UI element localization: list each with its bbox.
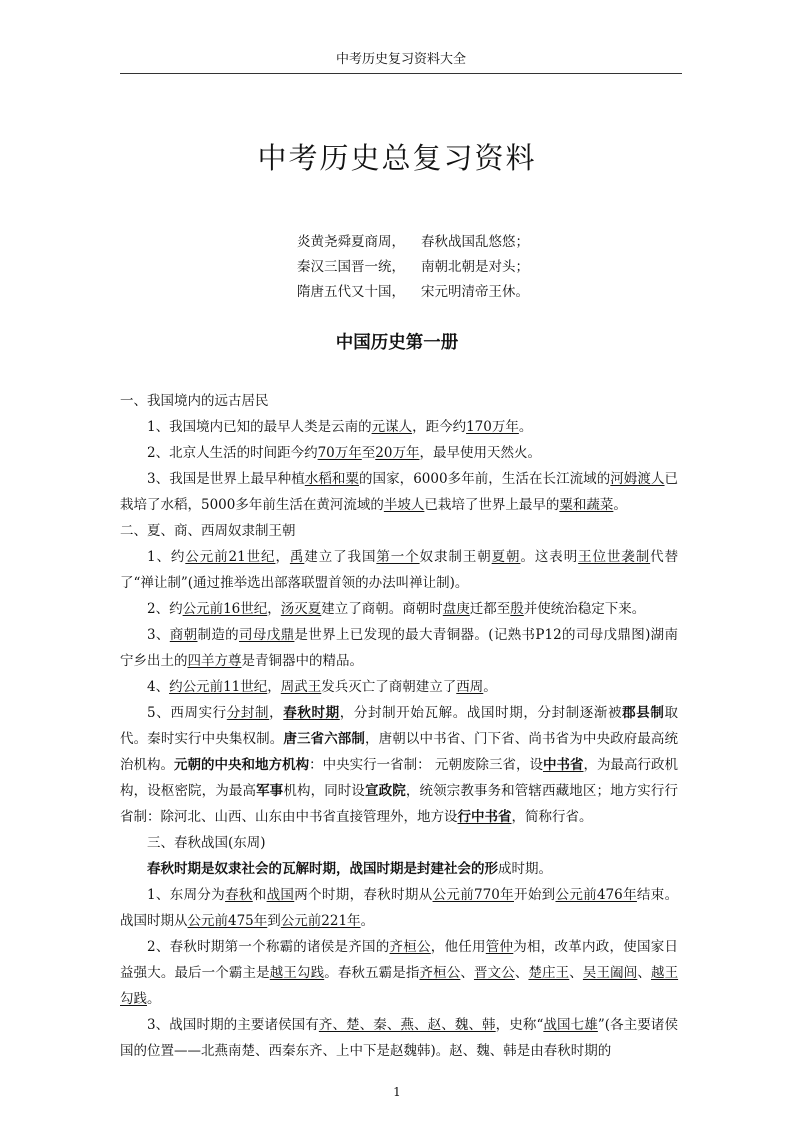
text-run: 。 xyxy=(518,419,533,435)
text-run: 2、北京人生活的时间距今约 xyxy=(147,445,318,461)
underlined-term: 粟和蔬菜 xyxy=(559,497,614,513)
poem-line-second-half: 春秋战国乱悠悠； xyxy=(421,234,529,250)
text-run: 5、西周实行 xyxy=(147,705,227,721)
underlined-term: 禹 xyxy=(289,549,305,565)
text-run: 。这表明 xyxy=(520,549,579,565)
text-run: ，统领宗教事务和管辖西藏地区；地方实行行省制：除河北、山西、山东由中书省直接管理外，地方设 xyxy=(120,783,679,825)
underlined-term: 河姆渡人 xyxy=(610,471,665,487)
underlined-term: 盘庚 xyxy=(442,601,470,617)
text-run: 1、我国境内已知的最早人类是云南的 xyxy=(147,419,372,435)
body-paragraph xyxy=(120,856,678,882)
text-run: 。 xyxy=(613,497,627,513)
underlined-term: 20万年 xyxy=(375,445,420,461)
underlined-term: 齐、楚、秦、燕、赵、魏、韩 xyxy=(318,1017,496,1033)
underlined-term: 殷 xyxy=(510,601,524,617)
text-run: ，为最高行政机构，设枢密院，为最高 xyxy=(120,757,679,799)
bold-term: 元朝的中央和地方机构 xyxy=(174,757,310,773)
underlined-term: 春秋时期 xyxy=(283,705,340,721)
text-run: 三、春秋战国(东周) xyxy=(147,835,266,851)
text-run: 发兵灭亡了商朝建立了 xyxy=(321,679,457,695)
poem-line-second-half: 南朝北朝是对头； xyxy=(421,259,529,275)
body-paragraph xyxy=(120,934,678,1012)
bold-term: 宣政院 xyxy=(365,783,406,799)
text-run: 一、我国境内的远古居民 xyxy=(120,393,269,409)
underlined-term: 行中书省 xyxy=(457,809,512,825)
text-run: ， xyxy=(269,705,284,721)
underlined-term: 元谋人 xyxy=(371,419,413,435)
poem-line xyxy=(297,230,557,255)
text-run: 4、 xyxy=(147,679,170,695)
underlined-term: 西周 xyxy=(456,679,484,695)
underlined-term: 170万年 xyxy=(466,419,519,435)
body-paragraph xyxy=(120,414,678,440)
underlined-term: 司母戊鼎 xyxy=(239,627,295,643)
body-paragraph xyxy=(120,674,678,700)
header-divider xyxy=(120,73,682,74)
body-paragraph xyxy=(120,518,678,544)
body-paragraph xyxy=(120,440,678,466)
text-run: ， xyxy=(267,679,281,695)
text-run: 是青铜器中的精品。 xyxy=(241,653,363,669)
poem-line xyxy=(297,255,557,280)
text-run: 。 xyxy=(483,679,497,695)
text-run: ，他任用 xyxy=(430,939,486,955)
underlined-term: 公元前475年 xyxy=(187,913,268,929)
text-run: ，史称“ xyxy=(495,1017,544,1033)
body-paragraph xyxy=(120,596,678,622)
underlined-term: 夏朝 xyxy=(491,549,521,565)
text-run: 开始到 xyxy=(513,887,556,903)
text-run: ，唐朝以中书省、门下省、尚书省为中央政府最高统治机构。 xyxy=(120,731,679,773)
page-number: 1 xyxy=(393,1085,401,1099)
poem-line-second-half: 宋元明清帝王休。 xyxy=(421,284,529,300)
text-run: 3、我国是世界上最早种植 xyxy=(147,471,305,487)
underlined-term: 越王勾践 xyxy=(120,965,679,1007)
underlined-term: 第一个 xyxy=(376,549,420,565)
text-run: 机构，同时设 xyxy=(283,783,366,799)
poem-line-first-half: 秦汉三国晋一统， xyxy=(297,259,405,275)
underlined-term: 公元前221年 xyxy=(280,913,361,929)
text-run: 到 xyxy=(267,913,281,929)
document-body xyxy=(120,388,678,1064)
poem-line-first-half: 炎黄尧舜夏商周， xyxy=(297,234,405,250)
underlined-term: 齐桓公 xyxy=(419,965,461,981)
text-run: ，简称行省。 xyxy=(511,809,593,825)
underlined-term: 汤灭夏 xyxy=(280,601,322,617)
text-run: 、 xyxy=(637,965,651,981)
underlined-term: 公元前770年 xyxy=(432,887,514,903)
section-heading: 中国历史第一册 xyxy=(335,333,459,353)
text-run: 至 xyxy=(361,445,376,461)
underlined-term: 晋文公 xyxy=(473,965,515,981)
underlined-term: 水稻和粟 xyxy=(304,471,359,487)
text-run: ， xyxy=(275,549,290,565)
text-run: 已栽培了世界上最早的 xyxy=(424,497,560,513)
text-run: 为相，改革内政，使国家日益强大。最后一个霸主是 xyxy=(120,939,679,981)
body-paragraph xyxy=(120,466,678,518)
text-run: 2、约 xyxy=(147,601,183,617)
text-run: 并使统治稳定下来。 xyxy=(523,601,646,617)
text-run: 迁都至 xyxy=(469,601,511,617)
text-run: 、 xyxy=(569,965,583,981)
text-run: 已栽培了水稻，5000多年前生活在黄河流域的 xyxy=(120,471,679,513)
document-title: 中考历史总复习资料 xyxy=(257,141,537,175)
text-run: 成时期。 xyxy=(498,861,552,877)
text-run: 结束。战国时期从 xyxy=(120,887,679,929)
underlined-term: 春秋 xyxy=(225,887,253,903)
text-run: 制造的 xyxy=(197,627,240,643)
text-run: 1、东周分为 xyxy=(147,887,226,903)
text-run: 。春秋五霸是指 xyxy=(324,965,420,981)
body-paragraph xyxy=(120,882,678,934)
text-run: 取代。秦时实行中央集权制。 xyxy=(120,705,679,747)
underlined-term: 战国 xyxy=(266,887,295,903)
text-run: ：中央实行一省制： 元朝废除三省，设 xyxy=(309,757,543,773)
body-paragraph xyxy=(120,700,678,830)
text-run: 、 xyxy=(460,965,474,981)
body-paragraph xyxy=(120,388,678,414)
text-run: 。 xyxy=(147,991,161,1007)
text-run: 3、 xyxy=(147,627,170,643)
underlined-term: 公元前476年 xyxy=(555,887,637,903)
underlined-term: 王位世袭制 xyxy=(578,549,651,565)
text-run: ，距今约 xyxy=(412,419,467,435)
underlined-term: 商朝 xyxy=(169,627,198,643)
underlined-term: 半坡人 xyxy=(383,497,425,513)
text-run: 。 xyxy=(360,913,375,929)
underlined-term: 公元前21世纪 xyxy=(185,549,276,565)
text-run: 是世界上已发现的最大青铜器。(记熟书P12的司母戊鼎图)湖南宁乡出土的 xyxy=(120,627,679,669)
body-paragraph xyxy=(120,622,678,674)
underlined-term: 公元前16世纪 xyxy=(182,601,268,617)
text-run: 3、战国时期的主要诸侯国有 xyxy=(147,1017,319,1033)
underlined-term: 吴王阖闾 xyxy=(582,965,638,981)
text-run: 建立了我国 xyxy=(304,549,377,565)
text-run: ，最早使用天然火。 xyxy=(419,445,541,461)
underlined-term: 楚庄王 xyxy=(528,965,570,981)
bold-term: 郡县制 xyxy=(622,705,665,721)
text-run: 两个时期，春秋时期从 xyxy=(294,887,433,903)
text-run: 奴隶制王朝 xyxy=(419,549,492,565)
bold-term: 唐三省六部制 xyxy=(283,731,366,747)
poem-line xyxy=(297,280,557,305)
text-run: 的国家，6000多年前，生活在长江流域的 xyxy=(359,471,611,487)
body-paragraph xyxy=(120,1012,678,1064)
text-run: 建立了商朝。商朝时 xyxy=(321,601,443,617)
body-paragraph xyxy=(120,544,678,596)
underlined-term: 70万年 xyxy=(317,445,362,461)
text-run: ，分封制开始瓦解。战国时期，分封制逐渐被 xyxy=(339,705,623,721)
underlined-term: 齐桓公 xyxy=(389,939,431,955)
text-run: 和 xyxy=(252,887,267,903)
underlined-term: 战国七雄 xyxy=(543,1017,598,1033)
bold-term: 军事 xyxy=(256,783,284,799)
mnemonic-poem xyxy=(297,230,557,305)
text-run: ， xyxy=(267,601,281,617)
underlined-term: 四羊方尊 xyxy=(187,653,242,669)
text-run: 、 xyxy=(514,965,529,981)
running-header: 中考历史复习资料大全 xyxy=(335,52,466,67)
underlined-term: 分封制 xyxy=(226,705,270,721)
underlined-term: 约公元前11世纪 xyxy=(169,679,268,695)
body-paragraph xyxy=(120,830,678,856)
text-run: ”(各主要诸侯国的位置——北燕南楚、西秦东齐、上中下是赵魏韩)。赵、魏、韩是由春秋时期的 xyxy=(120,1017,679,1059)
underlined-term: 管仲 xyxy=(485,939,514,955)
text-run: 二、夏、商、西周奴隶制王朝 xyxy=(120,523,296,539)
underlined-term: 中书省 xyxy=(542,757,584,773)
text-run: 代替了“禅让制”(通过推举选出部落联盟首领的办法叫禅让制)。 xyxy=(120,549,679,591)
bold-term: 春秋时期是奴隶社会的瓦解时期，战国时期是封建社会的形 xyxy=(147,861,498,877)
text-run: 1、约 xyxy=(147,549,186,565)
underlined-term: 周武王 xyxy=(280,679,322,695)
underlined-term: 越王勾践 xyxy=(269,965,325,981)
poem-line-first-half: 隋唐五代又十国， xyxy=(297,284,405,300)
text-run: 2、春秋时期第一个称霸的诸侯是齐国的 xyxy=(147,939,390,955)
